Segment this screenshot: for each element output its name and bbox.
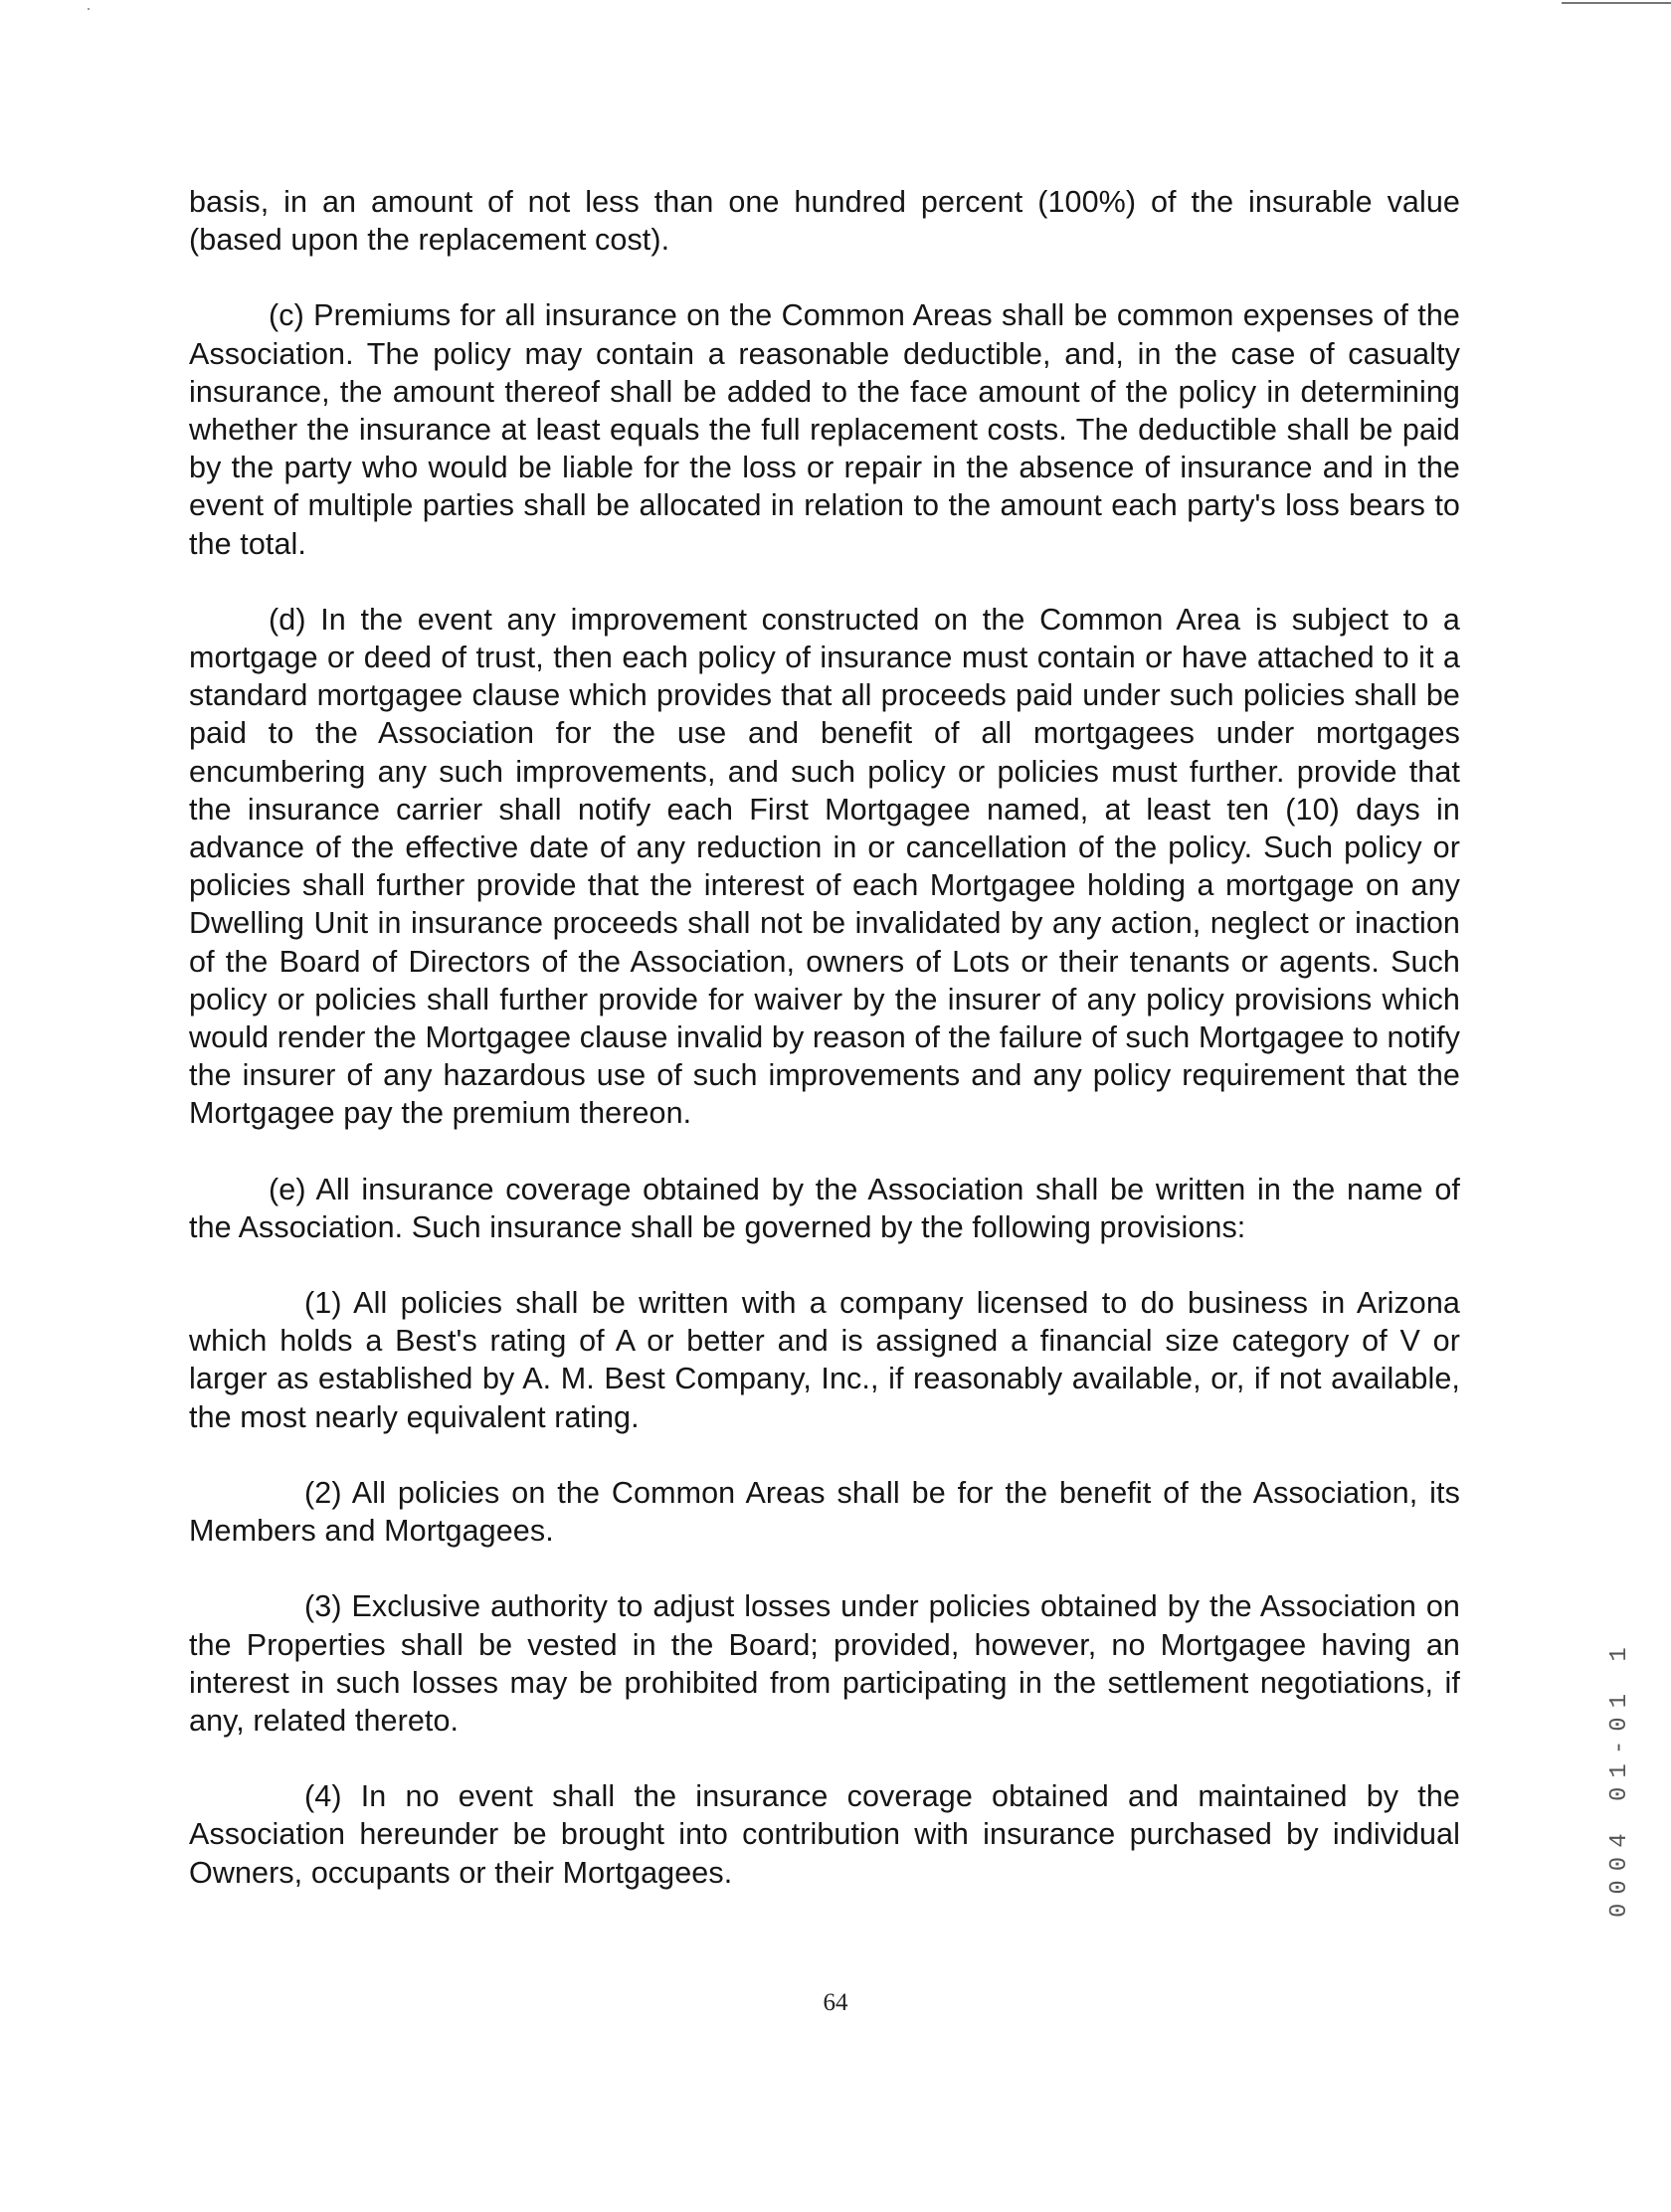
provision-2-benefit: (2) All policies on the Common Areas shall be for the benefit of the Association, its Members and Mortgagees. bbox=[189, 1475, 1460, 1549]
paragraph-d-mortgagee-clause: (d) In the event any improvement constructed on the Common Area is subject to a mortgage or deed of trust, then each policy of insurance must contain or have attached to it a standard mortgagee clause which provides that all proceeds paid under such policies shall be paid to the Association for the use and benefit of all mortgagees under mortgages encumbering any such improvements, and such policy or policies must further. provide that the insurance carrier shall notify each First Mortgagee named, at least ten (10) days in advance of the effective date of any reduction in or cancellation of the policy. Such policy or policies shall further provide that the interest of each Mortgagee holding a mortgage on any Dwelling Unit in insurance proceeds shall not be invalidated by any action, neglect or inaction of the Board of Directors of the Association, owners of Lots or their tenants or agents. Such policy or policies shall further provide for waiver by the insurer of any policy provisions which would render the Mortgagee clause invalid by reason of the failure of such Mortgagee to notify the insurer of any hazardous use of such improvements and any policy requirement that the Mortgagee pay the premium thereon. bbox=[189, 602, 1460, 1131]
paragraph-e-coverage: (e) All insurance coverage obtained by the Association shall be written in the name of the Association. Such insurance shall be governed by the following provisions: bbox=[189, 1172, 1460, 1244]
provision-1-licensed-company: (1) All policies shall be written with a company licensed to do business in Arizona which holds a Best's rating of A or better and is assigned a financial size category of V or larger as established by A. M. Best Company, Inc., if reasonably available, or, if not available, the most nearly equivalent rating. bbox=[189, 1286, 1460, 1434]
paragraph-c-premiums: (c) Premiums for all insurance on the Common Areas shall be common expenses of the Association. The policy may contain a reasonable deductible, and, in the case of casualty insurance, the amount thereof shall be added to the face amount of the policy in determining whether the insurance at least equals the full replacement costs. The deductible shall be paid by the party who would be liable for the loss or repair in the absence of insurance and in the event of multiple parties shall be allocated in relation to the amount each party's loss bears to the total. bbox=[189, 298, 1460, 561]
provision-4-contribution: (4) In no event shall the insurance coverage obtained and maintained by the Association hereunder be brought into contribution with insurance purchased by individual Owners, occupants or their Mortgagees. bbox=[189, 1779, 1460, 1890]
document-body bbox=[189, 183, 1460, 1892]
provision-3-adjust-losses: (3) Exclusive authority to adjust losses under policies obtained by the Association on the Properties shall be vested in the Board; provided, however, no Mortgagee having an interest in such losses may be prohibited from participating in the settlement negotiations, if any, related thereto. bbox=[189, 1589, 1460, 1738]
page-number: 64 bbox=[823, 1989, 848, 2016]
top-edge-rule bbox=[1562, 2, 1671, 4]
paragraph-continuation: basis, in an amount of not less than one hundred percent (100%) of the insurable value (based upon the replacement cost). bbox=[189, 185, 1460, 258]
margin-stamp-text: 0004 01-01 1 bbox=[1606, 1638, 1633, 1918]
scan-speck bbox=[88, 8, 90, 10]
margin-recording-stamp bbox=[1606, 1560, 1633, 1918]
